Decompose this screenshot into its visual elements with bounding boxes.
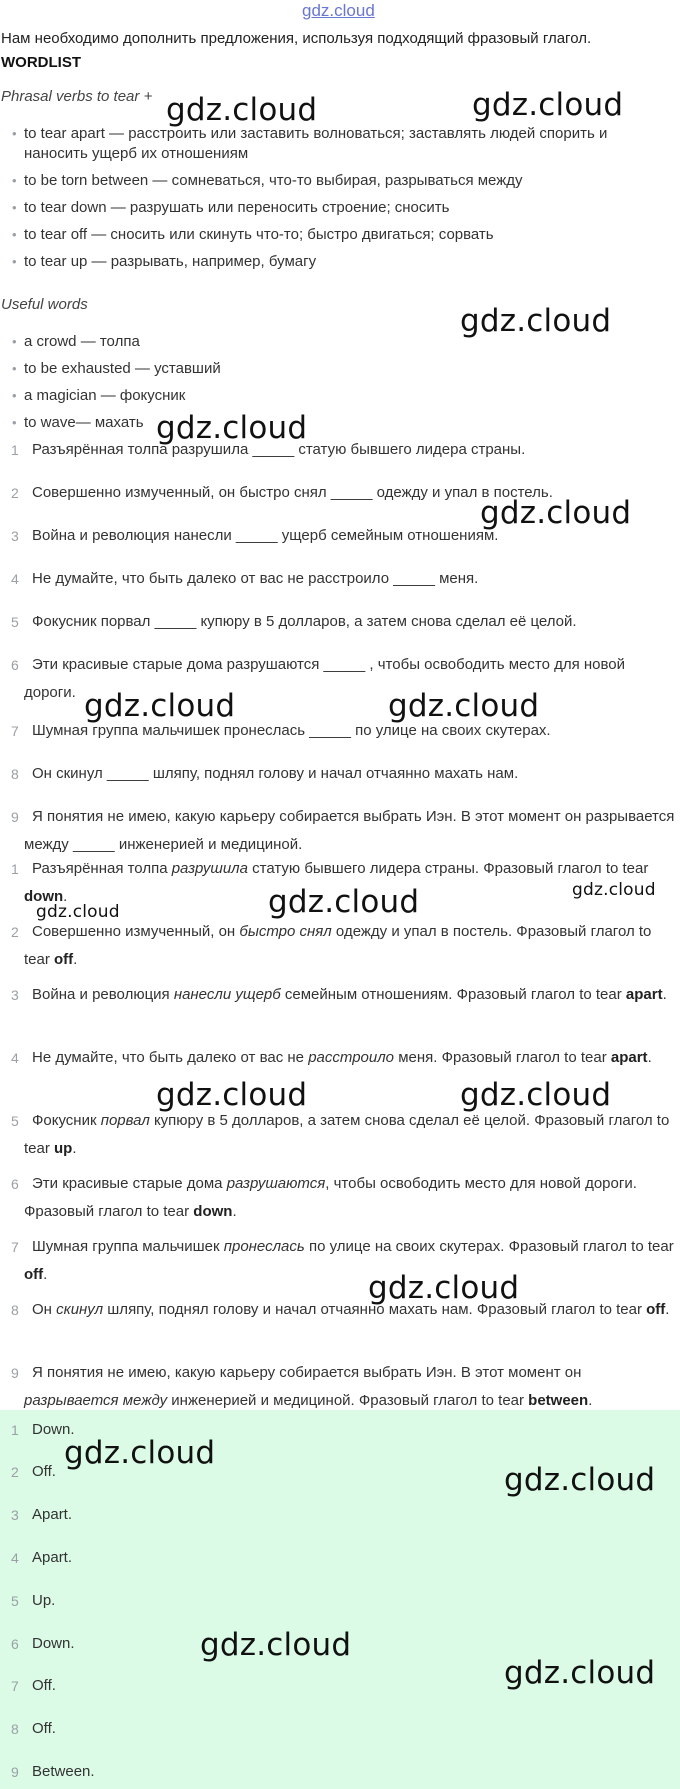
item-number: 5 [11,1113,19,1129]
watermark-text: gdz.cloud [156,1077,308,1113]
watermark-text: gdz.cloud [480,495,632,531]
list-item: • to wave— махать [12,413,674,433]
list-item [0,1170,678,1226]
item-text: Не думайте, что быть далеко от вас не расстроило _____ меня. [32,570,479,587]
item-number: 4 [11,571,19,587]
item-number: 9 [11,1764,19,1780]
phrasal-verbs-list [12,124,674,279]
item-text: Шумная группа мальчишек пронеслась по улице на своих скутерах. Фразовый глагол to tear off. [24,1238,674,1283]
list-item [0,803,678,859]
answer-particle: off [646,1301,666,1318]
phrasal-verbs-heading: Phrasal verbs to tear + [1,88,153,105]
list-item [0,565,678,593]
item-number: 2 [11,1464,19,1480]
list-item: • to tear off — сносить или скинуть что-то; быстро двигаться; сорвать [12,225,674,245]
list-item [0,1718,678,1740]
item-number: 3 [11,1507,19,1523]
wordlist-heading: WORDLIST [1,54,81,71]
answer-particle: off [24,1266,44,1283]
watermark-text: gdz.cloud [36,902,120,922]
item-number: 6 [11,1176,19,1192]
item-number: 2 [11,485,19,501]
item-text: Apart. [32,1506,73,1523]
item-number: 8 [11,1721,19,1737]
watermark-text: gdz.cloud [472,87,624,123]
item-text: Не думайте, что быть далеко от вас не расстроило меня. Фразовый глагол to tear apart. [32,1049,652,1066]
highlighted-phrase: разрушила [171,860,248,877]
highlighted-phrase: скинул [56,1301,104,1318]
item-number: 7 [11,1678,19,1694]
watermark-text: gdz.cloud [64,1435,216,1471]
item-text: Up. [32,1592,56,1609]
answer-particle: off [54,951,74,968]
watermark-text: gdz.cloud [460,1077,612,1113]
list-item [0,1504,678,1526]
highlighted-phrase: разрушаются [226,1175,326,1192]
item-number: 1 [11,861,19,877]
watermark-text: gdz.cloud [200,1627,352,1663]
watermark-text: gdz.cloud [504,1462,656,1498]
item-text: Apart. [32,1549,73,1566]
item-text: Война и революция нанесли ущерб семейным отношениям. Фразовый глагол to tear apart. [32,986,667,1003]
item-text: Down. [32,1635,75,1652]
item-text: Down. [32,1421,75,1438]
item-number: 7 [11,723,19,739]
answer-particle: up [54,1140,73,1157]
list-item: • a crowd — толпа [12,332,674,352]
useful-words-heading: Useful words [1,296,88,313]
list-item: • to tear apart — расстроить или заставить волноваться; заставлять людей спорить и наносить ущерб их отношениям [12,124,674,164]
item-text: Совершенно измученный, он быстро снял одежду и упал в постель. Фразовый глагол to tear off. [24,923,652,968]
answer-particle: apart [625,986,663,1003]
list-item [0,436,678,464]
list-item [0,1107,678,1163]
list-item: • to tear up — разрывать, например, бумагу [12,252,674,272]
highlighted-phrase: порвал [100,1112,150,1129]
list-item [0,918,678,974]
answer-particle: down [24,888,64,905]
item-text: Я понятия не имею, какую карьеру собирается выбрать Иэн. В этот момент он разрывается между _____ инженерией и медициной. [24,808,675,853]
item-text: Off. [32,1463,56,1480]
item-text: Разъярённая толпа разрушила _____ статую бывшего лидера страны. [32,441,526,458]
answer-particle: apart [610,1049,648,1066]
watermark-text: gdz.cloud [268,884,420,920]
list-item [0,1296,678,1324]
item-number: 8 [11,1302,19,1318]
item-text: Off. [32,1720,56,1737]
list-item [0,1044,678,1072]
item-text: Разъярённая толпа разрушила статую бывшего лидера страны. Фразовый глагол to tear down. [24,860,649,905]
item-number: 4 [11,1050,19,1066]
highlighted-phrase: нанесли ущерб [173,986,281,1003]
item-text: Фокусник порвал купюру в 5 долларов, а затем снова сделал её целой. Фразовый глагол to tear up. [24,1112,670,1157]
item-text: Off. [32,1677,56,1694]
list-item: • to be exhausted — уставший [12,359,674,379]
item-text: Я понятия не имею, какую карьеру собирается выбрать Иэн. В этот момент он разрывается между инженерией и медициной. Фразовый глагол to tear between. [24,1364,593,1409]
site-logo-link[interactable]: gdz.cloud [302,1,375,20]
watermark-text: gdz.cloud [388,688,540,724]
answer-particle: down [193,1203,233,1220]
item-number: 1 [11,1422,19,1438]
list-item [0,1547,678,1569]
highlighted-phrase: пронеслась [223,1238,305,1255]
item-text: Шумная группа мальчишек пронеслась _____ по улице на своих скутерах. [32,722,551,739]
item-number: 5 [11,614,19,630]
highlighted-phrase: разрывается между [24,1392,168,1409]
item-text: Эти красивые старые дома разрушаются _____ , чтобы освободить место для новой дороги. [24,656,626,701]
highlighted-phrase: расстроило [308,1049,395,1066]
watermark-text: gdz.cloud [572,880,656,900]
item-number: 3 [11,987,19,1003]
item-number: 8 [11,766,19,782]
item-text: Он скинул шляпу, поднял голову и начал отчаянно махать нам. Фразовый глагол to tear off. [32,1301,670,1318]
answer-particle: between [528,1392,589,1409]
item-number: 6 [11,657,19,673]
item-number: 6 [11,1636,19,1652]
item-text: Война и революция нанесли _____ ущерб семейным отношениям. [32,527,499,544]
watermark-text: gdz.cloud [84,688,236,724]
item-text: Фокусник порвал _____ купюру в 5 долларов, а затем снова сделал её целой. [32,613,577,630]
list-item [0,608,678,636]
watermark-text: gdz.cloud [166,92,318,128]
list-item [0,1233,678,1289]
list-item: • a magician — фокусник [12,386,674,406]
list-item [0,1590,678,1612]
item-number: 7 [11,1239,19,1255]
list-item [0,981,678,1009]
task-instruction: Нам необходимо дополнить предложения, используя подходящий фразовый глагол. [1,30,592,47]
item-number: 2 [11,924,19,940]
item-text: Between. [32,1763,95,1780]
watermark-text: gdz.cloud [368,1270,520,1306]
item-number: 5 [11,1593,19,1609]
list-item [0,1359,678,1415]
list-item: • to tear down — разрушать или переносить строение; сносить [12,198,674,218]
watermark-text: gdz.cloud [504,1655,656,1691]
list-item [0,760,678,788]
item-number: 3 [11,528,19,544]
item-number: 9 [11,809,19,825]
item-number: 4 [11,1550,19,1566]
list-item [0,1761,678,1783]
item-text: Он скинул _____ шляпу, поднял голову и начал отчаянно махать нам. [32,765,519,782]
watermark-text: gdz.cloud [156,410,308,446]
highlighted-phrase: быстро снял [239,923,332,940]
useful-words-list [12,332,674,440]
item-number: 9 [11,1365,19,1381]
item-number: 1 [11,442,19,458]
watermark-text: gdz.cloud [460,303,612,339]
list-item: • to be torn between — сомневаться, что-то выбирая, разрываться между [12,171,674,191]
item-text: Совершенно измученный, он быстро снял _____ одежду и упал в постель. [32,484,553,501]
item-text: Эти красивые старые дома разрушаются, чтобы освободить место для новой дороги. Фразовый глагол to tear down. [24,1175,637,1220]
